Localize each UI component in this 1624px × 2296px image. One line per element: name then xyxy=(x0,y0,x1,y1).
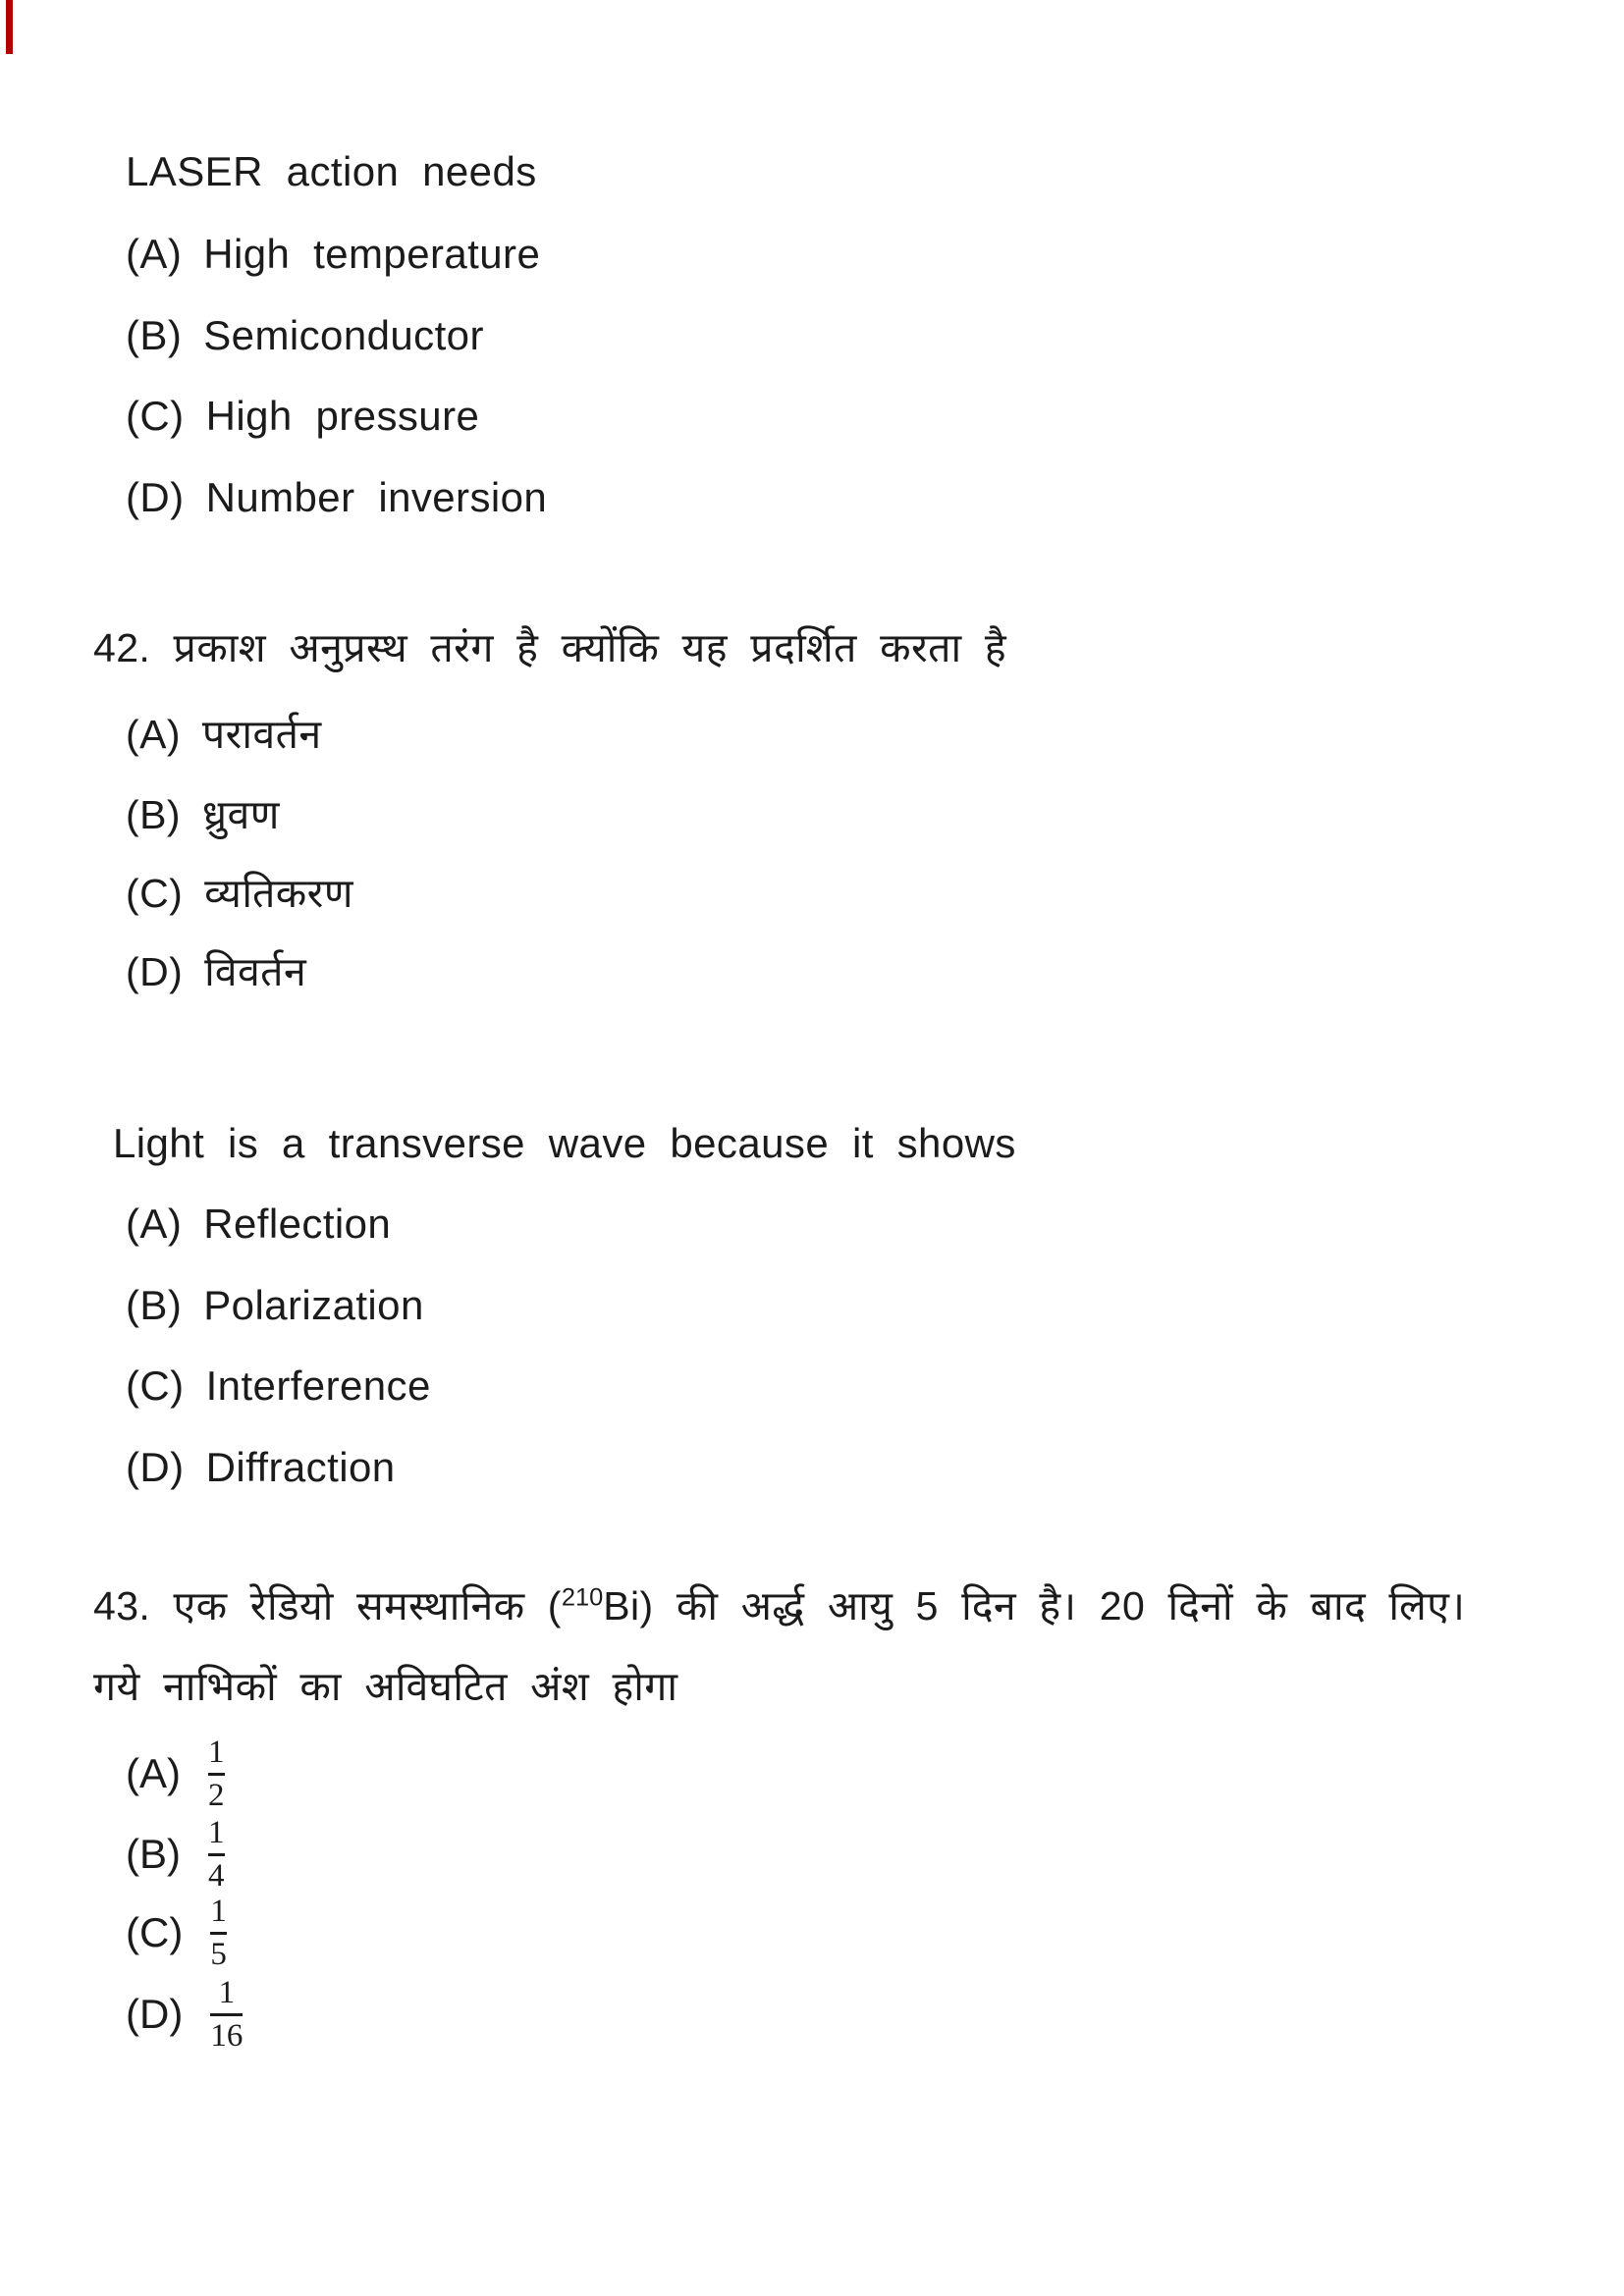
option-label: (D) xyxy=(126,474,185,520)
fraction-bar xyxy=(210,1932,227,1935)
option-label: (C) xyxy=(126,393,185,439)
question-42-option-c-english xyxy=(126,1362,431,1411)
question-laser-stem: LASER action needs xyxy=(126,148,537,194)
question-42-option-b-hindi xyxy=(126,791,280,839)
fraction-bar xyxy=(208,1853,225,1856)
option-label: (B) xyxy=(126,1282,183,1328)
question-laser-option-c xyxy=(126,392,479,441)
fraction-denominator: 2 xyxy=(208,1777,225,1813)
option-text: परावर्तन xyxy=(201,712,322,757)
question-42-stem-hindi: 42. प्रकाश अनुप्रस्थ तरंग है क्योंकि यह प्रदर्शित करता है xyxy=(93,625,1007,670)
option-label: (D) xyxy=(126,1991,184,2038)
fraction-one-half xyxy=(208,1735,225,1812)
fraction-denominator: 16 xyxy=(210,2017,244,2054)
stem-text-prefix: 43. एक रेडियो समस्थानिक ( xyxy=(93,1583,562,1629)
red-margin-mark xyxy=(6,0,13,54)
fraction-bar xyxy=(208,1773,225,1776)
option-label: (A) xyxy=(126,1201,183,1247)
option-label: (C) xyxy=(126,1362,185,1409)
fraction-one-fourth xyxy=(208,1816,225,1893)
option-label: (B) xyxy=(126,792,181,837)
option-text: Diffraction xyxy=(205,1444,396,1490)
option-text: Semiconductor xyxy=(203,312,484,358)
question-43-option-b xyxy=(126,1816,225,1893)
option-label: (D) xyxy=(126,949,184,994)
question-42-stem-english: Light is a transverse wave because it shows xyxy=(113,1120,1016,1166)
fraction-one-sixteenth xyxy=(210,1976,243,2053)
option-text: High pressure xyxy=(205,393,480,439)
question-42-option-b-english xyxy=(126,1281,424,1330)
option-text: विवर्तन xyxy=(204,949,307,994)
fraction-denominator: 4 xyxy=(208,1857,225,1894)
option-label: (D) xyxy=(126,1444,185,1490)
question-42-option-a-english xyxy=(126,1200,391,1249)
option-text: Number inversion xyxy=(205,474,548,520)
option-label: (A) xyxy=(126,1750,181,1797)
stem-text-suffix: Bi) की अर्द्ध आयु 5 दिन है। 20 दिनों के बाद लिए। xyxy=(603,1583,1466,1629)
question-43-option-d xyxy=(126,1976,243,2053)
option-label: (C) xyxy=(126,1909,184,1956)
option-label: (A) xyxy=(126,231,183,277)
fraction-one-fifth xyxy=(210,1895,227,1971)
question-laser-option-a xyxy=(126,230,540,279)
option-label: (C) xyxy=(126,871,184,916)
question-43-option-a xyxy=(126,1735,225,1812)
question-laser-option-d xyxy=(126,473,547,522)
fraction-numerator: 1 xyxy=(210,1894,227,1929)
fraction-numerator: 1 xyxy=(218,1975,236,2010)
fraction-numerator: 1 xyxy=(208,1735,225,1770)
question-42-option-a-hindi xyxy=(126,711,322,759)
option-label: (B) xyxy=(126,312,183,358)
question-42-option-c-hindi xyxy=(126,870,353,918)
option-label: (A) xyxy=(126,712,181,757)
question-43-stem-line2: गये नाभिकों का अविघटित अंश होगा xyxy=(93,1664,678,1709)
question-laser-option-b xyxy=(126,311,484,360)
option-text: High temperature xyxy=(203,231,541,277)
question-43-stem-line1 xyxy=(93,1582,1465,1630)
option-label: (B) xyxy=(126,1831,181,1878)
option-text: Interference xyxy=(205,1362,431,1409)
option-text: Reflection xyxy=(203,1201,392,1247)
fraction-denominator: 5 xyxy=(210,1936,227,1972)
question-42-option-d-hindi xyxy=(126,948,306,996)
option-text: Polarization xyxy=(203,1282,424,1328)
option-text: ध्रुवण xyxy=(201,792,280,837)
fraction-bar xyxy=(210,2013,243,2016)
fraction-numerator: 1 xyxy=(208,1815,225,1850)
option-text: व्यतिकरण xyxy=(204,871,353,916)
question-42-option-d-english xyxy=(126,1443,396,1492)
question-43-option-c xyxy=(126,1895,227,1971)
isotope-mass-superscript: 210 xyxy=(561,1583,604,1612)
